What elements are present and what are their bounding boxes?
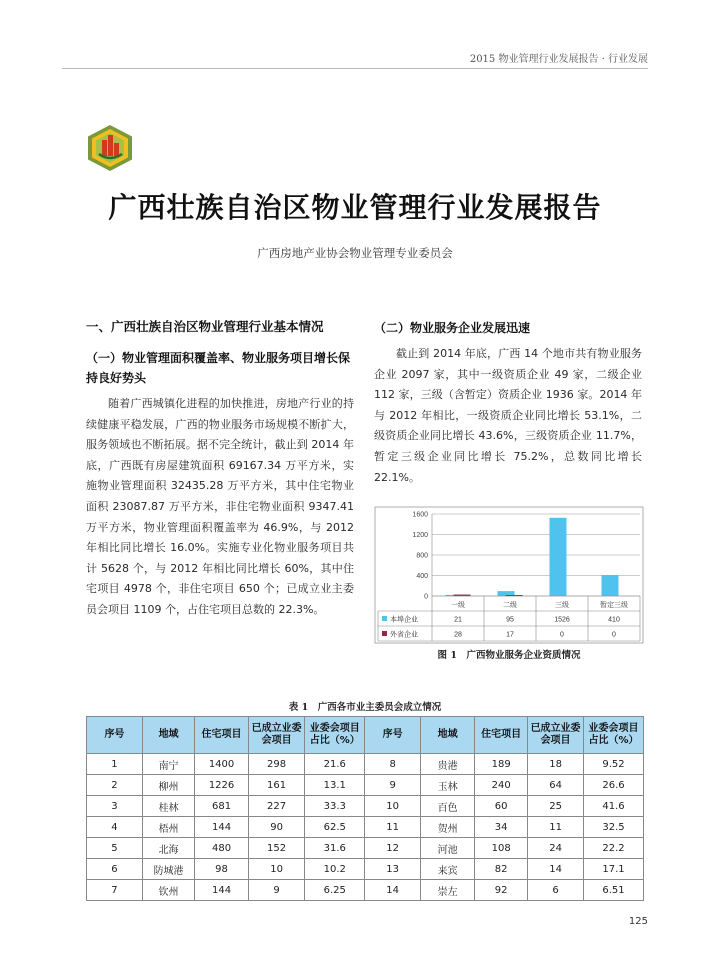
- header-index: 序号: [87, 717, 143, 754]
- cell-region: 南宁: [142, 754, 194, 775]
- cell-ratio: 32.5: [584, 817, 644, 838]
- cell-index: 5: [87, 838, 143, 859]
- cell-residential: 34: [475, 817, 528, 838]
- cell-residential: 144: [195, 880, 249, 901]
- cell-committees: 18: [528, 754, 584, 775]
- y-tick-label: 800: [416, 552, 428, 560]
- cell-residential: 82: [475, 859, 528, 880]
- cell-committees: 11: [528, 817, 584, 838]
- cell-residential: 240: [475, 775, 528, 796]
- report-logo-icon: [86, 124, 134, 172]
- cell-ratio: 26.6: [584, 775, 644, 796]
- cell-ratio: 21.6: [305, 754, 365, 775]
- header-region: 地域: [142, 717, 194, 754]
- data-label: 1526: [554, 616, 570, 624]
- page-number: 125: [628, 916, 648, 927]
- author-line: 广西房地产业协会物业管理专业委员会: [257, 246, 453, 260]
- cell-ratio: 10.2: [305, 859, 365, 880]
- cell-ratio: 9.52: [584, 754, 644, 775]
- table-row: [87, 859, 644, 880]
- cell-residential: 108: [475, 838, 528, 859]
- cell-committees: 9: [248, 880, 304, 901]
- data-label: 28: [454, 631, 462, 639]
- category-label: 二级: [503, 601, 517, 609]
- cell-ratio: 31.6: [305, 838, 365, 859]
- data-label: 95: [506, 616, 514, 624]
- left-column: [86, 318, 354, 621]
- cell-region: 百色: [421, 796, 475, 817]
- cell-committees: 227: [248, 796, 304, 817]
- header-residential: 住宅项目: [195, 717, 249, 754]
- cell-region: 梧州: [142, 817, 194, 838]
- header-residential: 住宅项目: [475, 717, 528, 754]
- cell-index: 11: [365, 817, 421, 838]
- cell-region: 桂林: [142, 796, 194, 817]
- cell-ratio: 6.51: [584, 880, 644, 901]
- body-paragraph-2: 截止到 2014 年底，广西 14 个地市共有物业服务企业 2097 家，其中一级资质企业 49 家，二级企业 112 家，三级（含暂定）资质企业 1936 家。2014 年与 2012 年相比，一级资质企业同比增长 53.1%，二级资质企业同比增长 43.6%，三级资质企业 11.7%，暂定三级企业同比增长 75.2%，总数同比增长 22.1%。: [374, 347, 642, 484]
- cell-region: 贺州: [421, 817, 475, 838]
- cell-residential: 1400: [195, 754, 249, 775]
- data-label: 0: [560, 631, 564, 639]
- cell-index: 10: [365, 796, 421, 817]
- cell-committees: 64: [528, 775, 584, 796]
- cell-index: 9: [365, 775, 421, 796]
- y-tick-label: 0: [424, 593, 428, 601]
- cell-region: 河池: [421, 838, 475, 859]
- bar-local-3: [602, 575, 619, 596]
- cell-region: 贵港: [421, 754, 475, 775]
- data-label: 0: [612, 631, 616, 639]
- cell-ratio: 33.3: [305, 796, 365, 817]
- cell-committees: 25: [528, 796, 584, 817]
- cell-committees: 161: [248, 775, 304, 796]
- header-committees: 已成立业委会项目: [248, 717, 304, 754]
- cell-index: 1: [87, 754, 143, 775]
- legend-label: 本埠企业: [390, 615, 418, 624]
- committee-table: [86, 716, 644, 901]
- right-column: [374, 318, 642, 488]
- table-row: [87, 754, 644, 775]
- cell-ratio: 6.25: [305, 880, 365, 901]
- y-tick-label: 1200: [412, 532, 428, 539]
- header-committees: 已成立业委会项目: [528, 717, 584, 754]
- cell-ratio: 41.6: [584, 796, 644, 817]
- subsection-heading-1: （一）物业管理面积覆盖率、物业服务项目增长保持良好势头: [86, 351, 351, 385]
- header-index: 序号: [365, 717, 421, 754]
- body-paragraph-1: 随着广西城镇化进程的加快推进，房地产行业的持续健康平稳发展，广西的物业服务市场规模不断扩大，服务领域也不断拓展。据不完全统计，截止到 2014 年底，广西既有房屋建筑面积 69167.34 万平方米，实施物业管理面积 32435.28 万平方米，其中住宅物业面积 23087.87 万平方米，非住宅物业面积 9347.41 万平方米，物业管理面积覆盖率为 46.9%，与 2012 年相比同比增长 16.0%。实施专业化物业服务项目共计 5628 个，与 2012 年相比同比增长 60%，其中住宅项目 4978 个，非住宅项目 650 个；已成立业主委员会项目 1109 个，占住宅项目总数的 22.3%。: [86, 397, 354, 616]
- cell-committees: 152: [248, 838, 304, 859]
- y-tick-label: 1600: [412, 511, 428, 519]
- cell-residential: 681: [195, 796, 249, 817]
- cell-committees: 90: [248, 817, 304, 838]
- cell-ratio: 13.1: [305, 775, 365, 796]
- cell-residential: 98: [195, 859, 249, 880]
- legend-swatch: [382, 631, 387, 636]
- cell-residential: 144: [195, 817, 249, 838]
- chart-svg: [374, 506, 644, 644]
- legend-swatch: [382, 616, 387, 621]
- data-label: 17: [506, 631, 514, 639]
- cell-index: 4: [87, 817, 143, 838]
- section-heading: 一、广西壮族自治区物业管理行业基本情况: [86, 319, 324, 334]
- cell-committees: 24: [528, 838, 584, 859]
- cell-index: 12: [365, 838, 421, 859]
- cell-residential: 189: [475, 754, 528, 775]
- table-row: [87, 775, 644, 796]
- cell-committees: 10: [248, 859, 304, 880]
- table-row: [87, 838, 644, 859]
- cell-region: 柳州: [142, 775, 194, 796]
- data-label: 410: [608, 616, 620, 624]
- header-ratio: 业委会项目占比（%）: [584, 717, 644, 754]
- bar-local-2: [550, 518, 567, 596]
- report-title: 广西壮族自治区物业管理行业发展报告: [108, 191, 602, 224]
- subsection-heading-2: （二）物业服务企业发展迅速: [374, 321, 531, 335]
- figure-caption: 图 1 广西物业服务企业资质情况: [437, 650, 581, 661]
- cell-ratio: 22.2: [584, 838, 644, 859]
- table-row: [87, 796, 644, 817]
- cell-index: 14: [365, 880, 421, 901]
- header-region: 地域: [421, 717, 475, 754]
- table-caption: 表 1 广西各市业主委员会成立情况: [288, 702, 442, 713]
- data-label: 21: [454, 616, 462, 624]
- qualification-chart: [374, 506, 644, 644]
- cell-index: 6: [87, 859, 143, 880]
- cell-index: 2: [87, 775, 143, 796]
- cell-index: 13: [365, 859, 421, 880]
- cell-index: 3: [87, 796, 143, 817]
- cell-index: 7: [87, 880, 143, 901]
- cell-region: 崇左: [421, 880, 475, 901]
- category-label: 暂定三级: [600, 601, 628, 609]
- table-row: [87, 880, 644, 901]
- cell-committees: 298: [248, 754, 304, 775]
- category-label: 一级: [451, 601, 465, 609]
- cell-ratio: 17.1: [584, 859, 644, 880]
- cell-residential: 92: [475, 880, 528, 901]
- running-header: 2015 物业管理行业发展报告 · 行业发展: [469, 54, 648, 65]
- cell-committees: 14: [528, 859, 584, 880]
- table-header-row: [87, 717, 644, 754]
- cell-region: 玉林: [421, 775, 475, 796]
- cell-index: 8: [365, 754, 421, 775]
- cell-residential: 1226: [195, 775, 249, 796]
- header-ratio: 业委会项目占比（%）: [305, 717, 365, 754]
- cell-region: 北海: [142, 838, 194, 859]
- cell-ratio: 62.5: [305, 817, 365, 838]
- table-row: [87, 817, 644, 838]
- cell-region: 钦州: [142, 880, 194, 901]
- y-tick-label: 400: [416, 573, 428, 580]
- category-label: 三级: [555, 601, 569, 609]
- header-rule: [62, 68, 648, 69]
- cell-region: 防城港: [142, 859, 194, 880]
- cell-residential: 480: [195, 838, 249, 859]
- cell-region: 来宾: [421, 859, 475, 880]
- cell-committees: 6: [528, 880, 584, 901]
- legend-label: 外省企业: [390, 630, 418, 639]
- cell-residential: 60: [475, 796, 528, 817]
